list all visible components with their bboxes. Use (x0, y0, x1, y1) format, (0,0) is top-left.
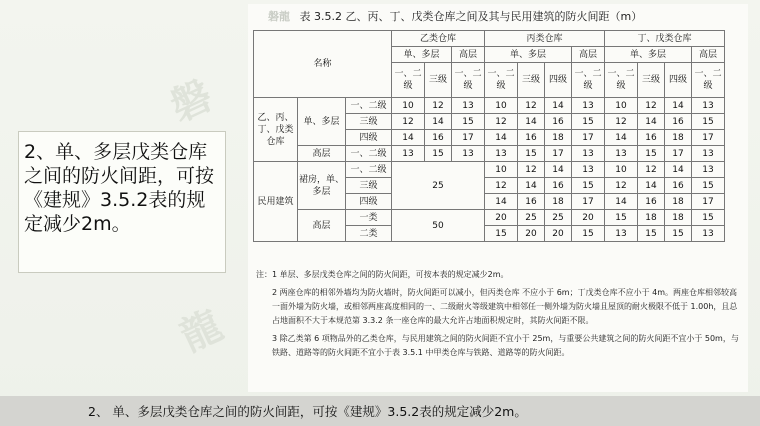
table-cell: 18 (665, 194, 692, 210)
row-subcategory: 高层 (298, 146, 346, 162)
table-cell: 12 (638, 162, 665, 178)
table-row (254, 210, 725, 226)
header-grade: 三级 (518, 63, 545, 98)
table-cell: 15 (572, 178, 605, 194)
table-cell: 14 (518, 114, 545, 130)
header-subgroup: 高层 (692, 47, 725, 63)
table-cell: 14 (665, 98, 692, 114)
row-grade: 一、二级 (346, 98, 392, 114)
row-grade: 一类 (346, 210, 392, 226)
table-cell: 15 (692, 178, 725, 194)
header-group-c: 丙类仓库 (485, 31, 605, 47)
table-cell: 20 (518, 226, 545, 242)
table-cell: 18 (638, 210, 665, 226)
table-title (268, 8, 642, 24)
table-cell: 15 (518, 146, 545, 162)
row-grade: 三级 (346, 114, 392, 130)
footer-caption: 2、 单、多层戊类仓库之间的防火间距，可按《建规》3.5.2表的规定减少2m。 (88, 404, 527, 419)
table-cell: 16 (518, 130, 545, 146)
table-cell: 10 (605, 162, 638, 178)
table-cell: 17 (665, 146, 692, 162)
table-cell: 16 (545, 178, 572, 194)
header-grade: 一、二级 (485, 63, 518, 98)
table-header-row (254, 31, 725, 47)
table-cell: 15 (638, 226, 665, 242)
merged-cell: 25 (392, 162, 485, 210)
table-cell: 17 (692, 130, 725, 146)
fire-distance-table (253, 30, 725, 242)
table-cell: 15 (692, 114, 725, 130)
table-cell: 15 (572, 226, 605, 242)
table-cell: 15 (572, 114, 605, 130)
table-cell: 13 (605, 226, 638, 242)
table-cell: 18 (545, 130, 572, 146)
table-cell: 13 (485, 146, 518, 162)
row-subcategory: 高层 (298, 210, 346, 242)
table-cell: 10 (485, 98, 518, 114)
table-cell: 14 (638, 114, 665, 130)
table-cell: 14 (665, 162, 692, 178)
table-cell: 20 (545, 226, 572, 242)
note-item: 3 除乙类第 6 项物品外的乙类仓库，与民用建筑之间的防火间距不宜小于 25m，与重要公共建筑之间的防火间距不宜小于 50m，与铁路、道路等的防火间距不宜小于表 3.5.1 中甲类仓库与铁路、道路等的防火间距。 (272, 334, 739, 357)
table-row (254, 146, 725, 162)
table-cell: 12 (518, 162, 545, 178)
table-cell: 20 (572, 210, 605, 226)
table-cell: 15 (452, 114, 485, 130)
table-cell: 14 (638, 178, 665, 194)
table-cell: 15 (605, 210, 638, 226)
table-cell: 13 (692, 162, 725, 178)
row-subcategory: 裙房，单、多层 (298, 162, 346, 210)
header-subgroup: 单、多层 (605, 47, 692, 63)
table-cell: 16 (665, 178, 692, 194)
table-cell: 14 (518, 178, 545, 194)
table-cell: 15 (665, 226, 692, 242)
table-cell: 18 (665, 210, 692, 226)
table-row (254, 162, 725, 178)
table-cell: 14 (605, 130, 638, 146)
header-subgroup: 高层 (452, 47, 485, 63)
table-cell: 14 (392, 130, 425, 146)
row-grade: 四级 (346, 130, 392, 146)
row-grade: 二类 (346, 226, 392, 242)
table-cell: 12 (425, 98, 452, 114)
table-cell: 17 (545, 146, 572, 162)
table-cell: 13 (692, 98, 725, 114)
table-cell: 16 (665, 114, 692, 130)
table-cell: 25 (518, 210, 545, 226)
table-cell: 13 (572, 98, 605, 114)
table-cell: 12 (392, 114, 425, 130)
table-cell: 15 (485, 226, 518, 242)
table-cell: 15 (692, 210, 725, 226)
row-grade: 三级 (346, 178, 392, 194)
header-grade: 一、二级 (392, 63, 425, 98)
table-cell: 16 (545, 114, 572, 130)
table-cell: 10 (392, 98, 425, 114)
table-cell: 16 (638, 130, 665, 146)
table-cell: 17 (452, 130, 485, 146)
header-grade: 一、二级 (452, 63, 485, 98)
table-cell: 10 (605, 98, 638, 114)
table-cell: 18 (545, 194, 572, 210)
table-cell: 17 (572, 130, 605, 146)
header-grade: 三级 (638, 63, 665, 98)
table-notes (256, 268, 744, 364)
table-cell: 14 (425, 114, 452, 130)
table-cell: 15 (638, 146, 665, 162)
table-cell: 10 (485, 162, 518, 178)
table-cell: 13 (452, 146, 485, 162)
header-subgroup: 高层 (572, 47, 605, 63)
table-cell: 16 (638, 194, 665, 210)
table-title-text: 表 3.5.2 乙、丙、丁、戊类仓库之间及其与民用建筑的防火间距（m） (299, 10, 643, 23)
header-name-cell: 名称 (254, 31, 392, 98)
row-grade: 一、二级 (346, 146, 392, 162)
table-cell: 12 (485, 178, 518, 194)
table-cell: 13 (605, 146, 638, 162)
callout-text: 2、单、多层戊类仓库之间的防火间距，可按《建规》3.5.2表的规定减少2m。 (24, 141, 215, 235)
table-cell: 13 (572, 162, 605, 178)
table-cell: 12 (605, 114, 638, 130)
table-cell: 16 (518, 194, 545, 210)
table-cell: 14 (485, 130, 518, 146)
row-grade: 一、二级 (346, 162, 392, 178)
header-group-b: 乙类仓库 (392, 31, 485, 47)
row-category: 民用建筑 (254, 162, 298, 242)
table-cell: 16 (425, 130, 452, 146)
table-row (254, 98, 725, 114)
table-cell: 18 (665, 130, 692, 146)
table-cell: 13 (452, 98, 485, 114)
table-cell: 13 (692, 226, 725, 242)
table-cell: 13 (692, 146, 725, 162)
row-subcategory: 单、多层 (298, 98, 346, 146)
table-cell: 14 (545, 162, 572, 178)
table-cell: 12 (485, 114, 518, 130)
merged-cell: 50 (392, 210, 485, 242)
scan-watermark: 磐龍 (268, 10, 290, 23)
table-cell: 14 (545, 98, 572, 114)
watermark-text: 磐 (163, 72, 220, 131)
table-cell: 17 (572, 194, 605, 210)
header-subgroup: 单、多层 (485, 47, 572, 63)
table-cell: 20 (485, 210, 518, 226)
table-cell: 15 (425, 146, 452, 162)
row-category: 乙、丙、丁、戊类仓库 (254, 98, 298, 162)
header-grade: 一、二级 (605, 63, 638, 98)
table-cell: 13 (572, 146, 605, 162)
header-grade: 一、二级 (572, 63, 605, 98)
watermark-text: 龍 (173, 302, 230, 361)
header-grade: 三级 (425, 63, 452, 98)
table-cell: 12 (518, 98, 545, 114)
table-cell: 14 (605, 194, 638, 210)
table-cell: 25 (545, 210, 572, 226)
header-grade: 四级 (665, 63, 692, 98)
header-subgroup: 单、多层 (392, 47, 452, 63)
note-item: 注：1 单层、多层戊类仓库之间的防火间距，可按本表的规定减少2m。 (256, 270, 509, 279)
table-cell: 13 (392, 146, 425, 162)
header-group-d: 丁、戊类仓库 (605, 31, 725, 47)
table-cell: 12 (638, 98, 665, 114)
row-grade: 四级 (346, 194, 392, 210)
table-cell: 17 (692, 194, 725, 210)
header-grade: 一、二级 (692, 63, 725, 98)
table-cell: 14 (485, 194, 518, 210)
header-grade: 四级 (545, 63, 572, 98)
note-item: 2 两座仓库的相邻外墙均为防火墙时，防火间距可以减小，但丙类仓库 不应小于 6m；丁戊类仓库不应小于 4m。两座仓库相邻较高一面外墙为防火墙，或相邻两座高度相同的一、二级耐火等级建筑中相邻任一侧外墙为防火墙且屋顶的耐火极限不低于 1.00h，且总占地面积不大于本规范第 3.3.2 条一座仓库的最大允许占地面积规定时，其防火间距不限。 (272, 288, 738, 325)
table-cell: 12 (605, 178, 638, 194)
